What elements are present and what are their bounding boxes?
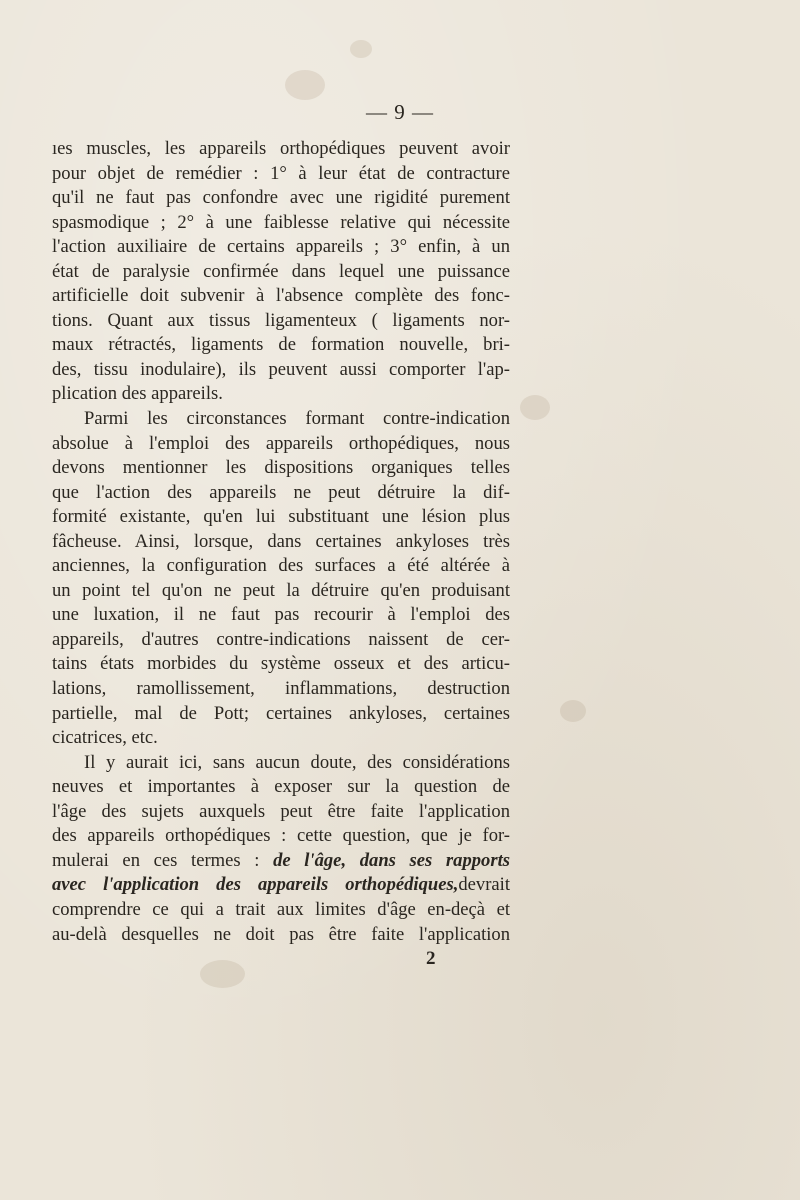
text-line: Il y aurait ici, sans aucun doute, des considérations [84,751,510,773]
text-line: cicatrices, etc. [52,727,158,749]
foxing-stain [285,70,325,100]
gathering-signature: 2 [426,948,436,969]
text-line: ıes muscles, les appareils orthopédiques peuvent avoir [52,138,510,159]
text-line: lations, ramollissement, inflammations, destruction [52,678,510,700]
body-text [52,137,510,947]
italic-phrase: avec l'application des appareils orthopédiques, [52,874,459,896]
text-line-with-italic [52,849,510,874]
text-line: Parmi les circonstances formant contre-indication [84,408,510,430]
text-line: des appareils orthopédiques : cette question, que je for- [52,825,510,847]
text-line: qu'il ne faut pas confondre avec une rigidité purement [52,187,510,209]
text-line: tions. Quant aux tissus ligamenteux ( ligaments nor- [52,309,510,331]
text-line: devons mentionner les dispositions organiques telles [52,457,510,479]
text-line: plication des appareils. [52,383,223,405]
text-line: des, tissu inodulaire), ils peuvent aussi comporter l'ap- [52,358,510,380]
foxing-stain [200,960,245,988]
page-number-header: — 9 — [366,100,434,124]
text-line: maux rétractés, ligaments de formation nouvelle, bri- [52,334,510,356]
text-line: l'action auxiliaire de certains appareils ; 3° enfin, à un [52,236,510,258]
text-line: neuves et importantes à exposer sur la question de [52,776,510,798]
text-line: appareils, d'autres contre-indications naissent de cer- [52,628,510,650]
text-run: devrait [458,874,510,896]
text-line: pour objet de remédier : 1° à leur état de contracture [52,162,510,184]
text-line: absolue à l'emploi des appareils orthopédiques, nous [52,432,510,454]
text-line: anciennes, la configuration des surfaces a été altérée à [52,555,510,577]
text-line-with-italic [52,873,510,898]
text-line: que l'action des appareils ne peut détruire la dif- [52,481,510,503]
text-line: une luxation, il ne faut pas recourir à l'emploi des [52,604,510,626]
foxing-stain [560,700,586,722]
text-line: tains états morbides du système osseux et des articu- [52,653,510,675]
text-line: partielle, mal de Pott; certaines ankyloses, certaines [52,702,510,724]
italic-phrase: de l'âge, dans ses rapports [273,849,510,871]
text-line: spasmodique ; 2° à une faiblesse relative qui nécessite [52,211,510,233]
text-line: un point tel qu'on ne peut la détruire qu'en produisant [52,579,510,601]
foxing-stain [520,395,550,420]
text-line: l'âge des sujets auxquels peut être faite l'application [52,800,510,822]
text-line: état de paralysie confirmée dans lequel une puissance [52,260,510,282]
text-line: formité existante, qu'en lui substituant une lésion plus [52,506,510,528]
text-line: fâcheuse. Ainsi, lorsque, dans certaines ankyloses très [52,530,510,552]
foxing-stain [350,40,372,58]
text-run: mulerai en ces termes : [52,849,260,871]
text-line: artificielle doit subvenir à l'absence complète des fonc- [52,285,510,307]
text-line: au-delà desquelles ne doit pas être faite l'application [52,923,510,945]
text-line: comprendre ce qui a trait aux limites d'âge en-deçà et [52,898,510,920]
